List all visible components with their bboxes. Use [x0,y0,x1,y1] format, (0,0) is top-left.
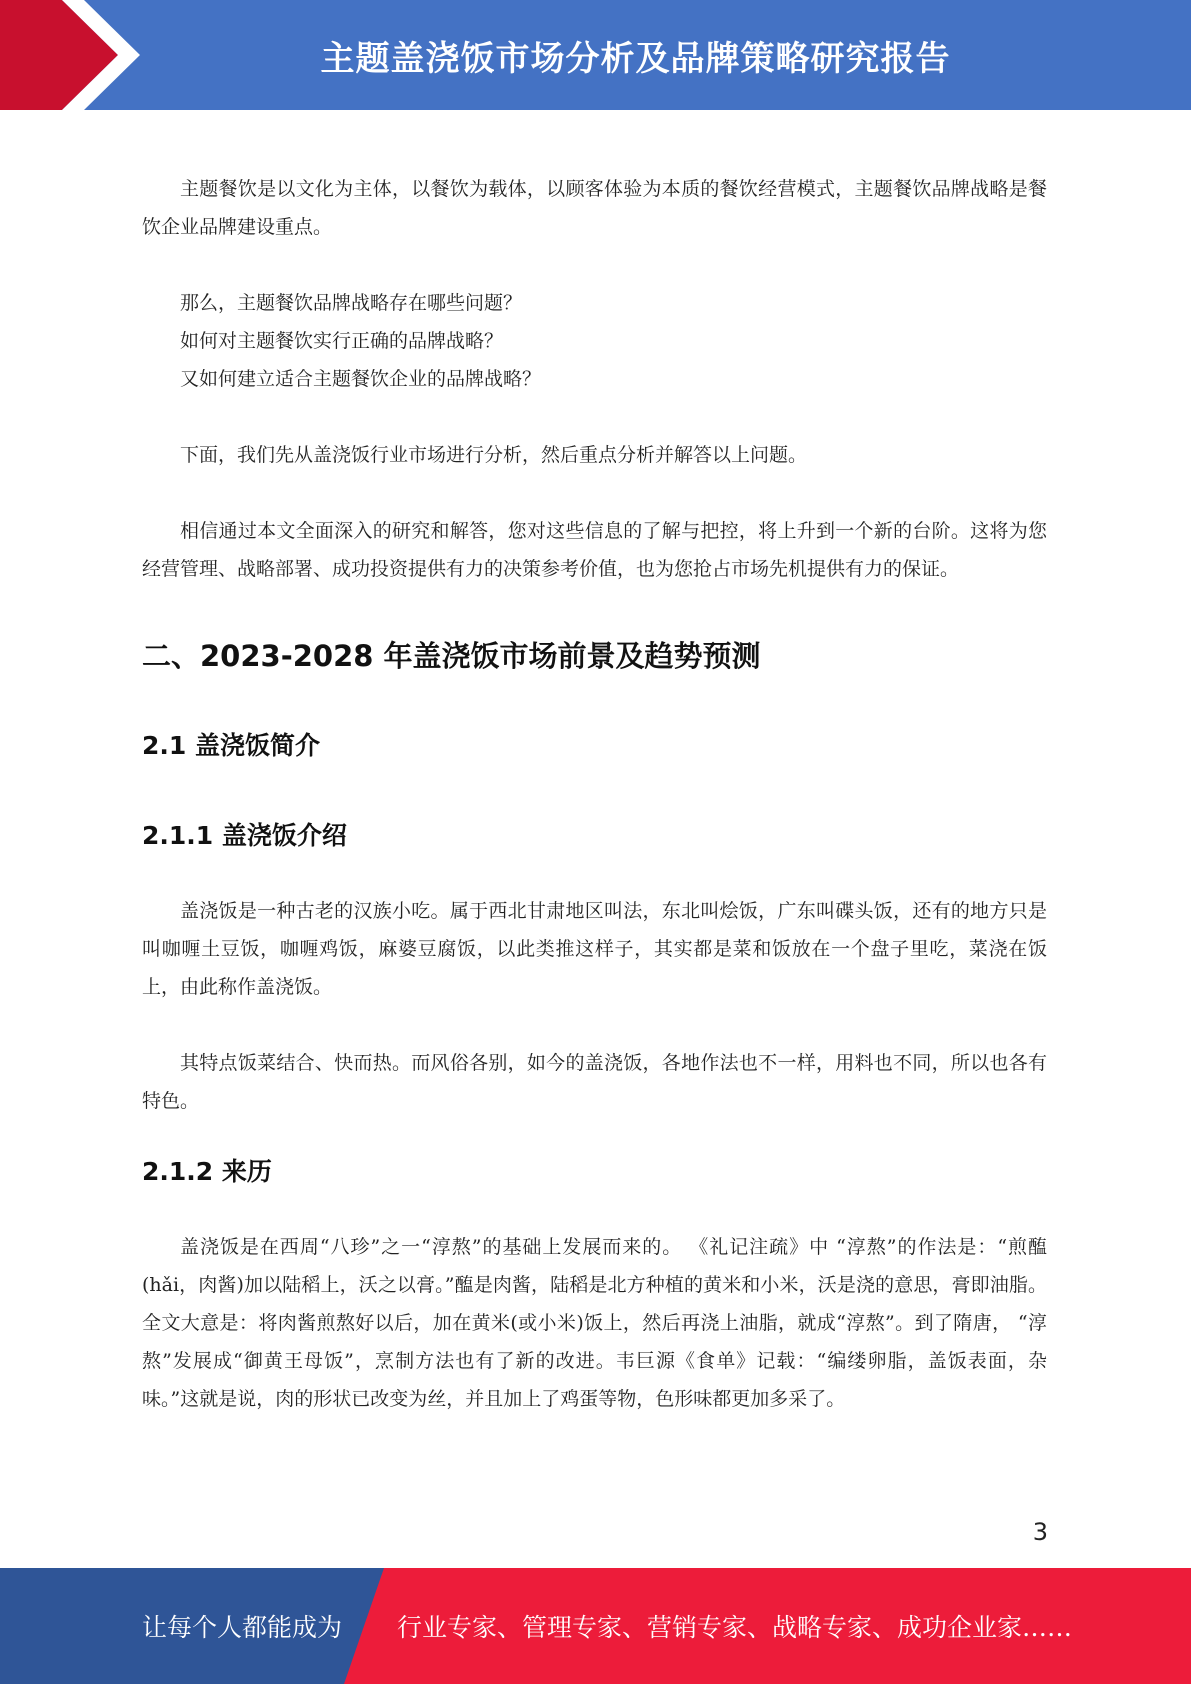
footer-slogan-right: 行业专家、管理专家、营销专家、战略专家、成功企业家…… [397,1613,1073,1642]
section-2-1-heading: 2.1 盖浇饭简介 [142,731,320,760]
footer-band [0,1568,1191,1684]
section-2-1-1-paragraph-1: 盖浇饭是一种古老的汉族小吃。属于西北甘肃地区叫法，东北叫烩饭，广东叫碟头饭，还有的地方只是叫咖喱土豆饭，咖喱鸡饭，麻婆豆腐饭，以此类推这样子，其实都是菜和饭放在一个盘子里吃，菜浇在饭上，由此称作盖浇饭。 [142,900,1047,998]
section-2-1-2-heading: 2.1.2 来历 [142,1157,272,1186]
document-title: 主题盖浇饭市场分析及品牌策略研究报告 [320,38,951,79]
intro-paragraph-2: 下面，我们先从盖浇饭行业市场进行分析，然后重点分析并解答以上问题。 [180,444,808,466]
footer-slogan-left: 让每个人都能成为 [142,1613,343,1642]
question-1: 那么，主题餐饮品牌战略存在哪些问题？ [180,292,523,314]
section-2-1-1-paragraph-2: 其特点饭菜结合、快而热。而风俗各别，如今的盖浇饭，各地作法也不一样，用料也不同，所以也各有特色。 [142,1052,1047,1112]
question-2: 如何对主题餐饮实行正确的品牌战略？ [180,330,504,352]
section-2-heading: 二、2023-2028 年盖浇饭市场前景及趋势预测 [142,639,761,673]
intro-paragraph-3: 相信通过本文全面深入的研究和解答，您对这些信息的了解与把控，将上升到一个新的台阶。这将为您经营管理、战略部署、成功投资提供有力的决策参考价值，也为您抢占市场先机提供有力的保证。 [142,520,1047,580]
header-band [0,0,1191,110]
question-3: 又如何建立适合主题餐饮企业的品牌战略？ [180,368,542,390]
section-2-1-1-heading: 2.1.1 盖浇饭介绍 [142,821,347,850]
page-number: 3 [1032,1518,1048,1546]
page-body [142,170,1047,1418]
intro-paragraph-1: 主题餐饮是以文化为主体，以餐饮为载体，以顾客体验为本质的餐饮经营模式，主题餐饮品牌战略是餐饮企业品牌建设重点。 [142,178,1047,238]
section-2-1-2-paragraph-1: 盖浇饭是在西周“八珍”之一“淳熬”的基础上发展而来的。 《礼记注疏》中 “淳熬”的作法是：“煎醢(hǎi，肉酱)加以陆稻上，沃之以膏。”醢是肉酱，陆稻是北方种植的黄米和小米，沃是浇的意思，膏即油脂。全文大意是：将肉酱煎熬好以后，加在黄米(或小米)饭上，然后再浇上油脂，就成“淳熬”。到了隋唐， “淳熬”发展成“御黄王母饭”，烹制方法也有了新的改进。韦巨源《食单》记载：“编缕卵脂，盖饭表面，杂味。”这就是说，肉的形状已改变为丝，并且加上了鸡蛋等物，色形味都更加多采了。 [142,1236,1047,1410]
